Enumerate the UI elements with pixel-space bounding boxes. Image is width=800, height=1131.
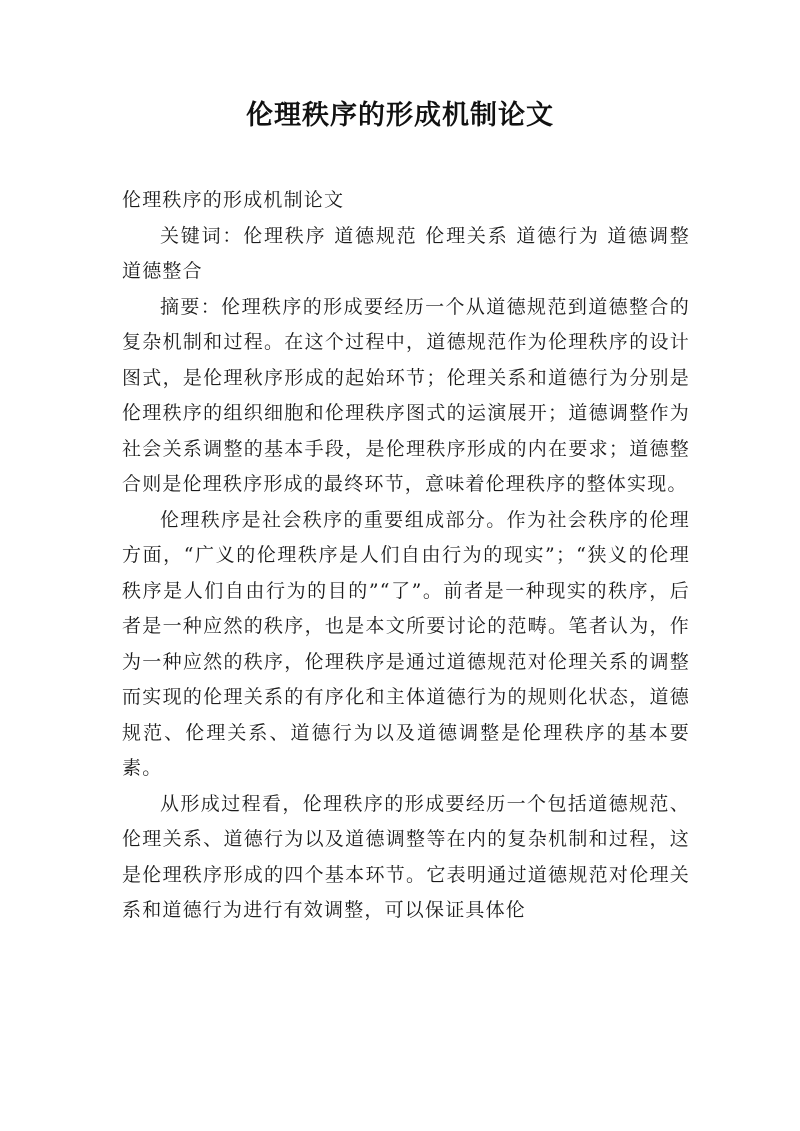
- keywords-paragraph: 关键词：伦理秩序 道德规范 伦理关系 道德行为 道德调整 道德整合: [122, 224, 690, 282]
- abstract-paragraph: 摘要：伦理秩序的形成要经历一个从道德规范到道德整合的复杂机制和过程。在这个过程中，道德规范作为伦理秩序的设计图式，是伦理秋序形成的起始环节；伦理关系和道德行为分别是伦理秩序的组织细胞和伦理秩序图式的运演展开；道德调整作为社会关系调整的基本手段，是伦理秩序形成的内在要求；道德整合则是伦理秩序形成的最终环节，意味着伦理秩序的整体实现。: [122, 295, 690, 495]
- document-title: 伦理秩序的形成机制论文: [246, 100, 554, 131]
- document-body: [122, 183, 690, 929]
- body-paragraph-1: 伦理秩序是社会秩序的重要组成部分。作为社会秩序的伦理方面，“广义的伦理秩序是人们自由行为的现实”；“狭义的伦理秩序是人们自由行为的目的”“了”。前者是一种现实的秩序，后者是一种应然的秩序，也是本文所要讨论的范畴。笔者认为，作为一种应然的秩序，伦理秩序是通过道德规范对伦理关系的调整而实现的伦理关系的有序化和主体道德行为的规则化状态，道德规范、伦理关系、道德行为以及道德调整是伦理秩序的基本要素。: [122, 508, 690, 779]
- body-paragraph-2: 从形成过程看，伦理秩序的形成要经历一个包括道德规范、伦理关系、道德行为以及道德调整等在内的复杂机制和过程，这是伦理秩序形成的四个基本环节。它表明通过道德规范对伦理关系和道德行为进行有效调整，可以保证具体伦: [122, 792, 690, 921]
- body-subtitle: 伦理秩序的形成机制论文: [122, 189, 345, 211]
